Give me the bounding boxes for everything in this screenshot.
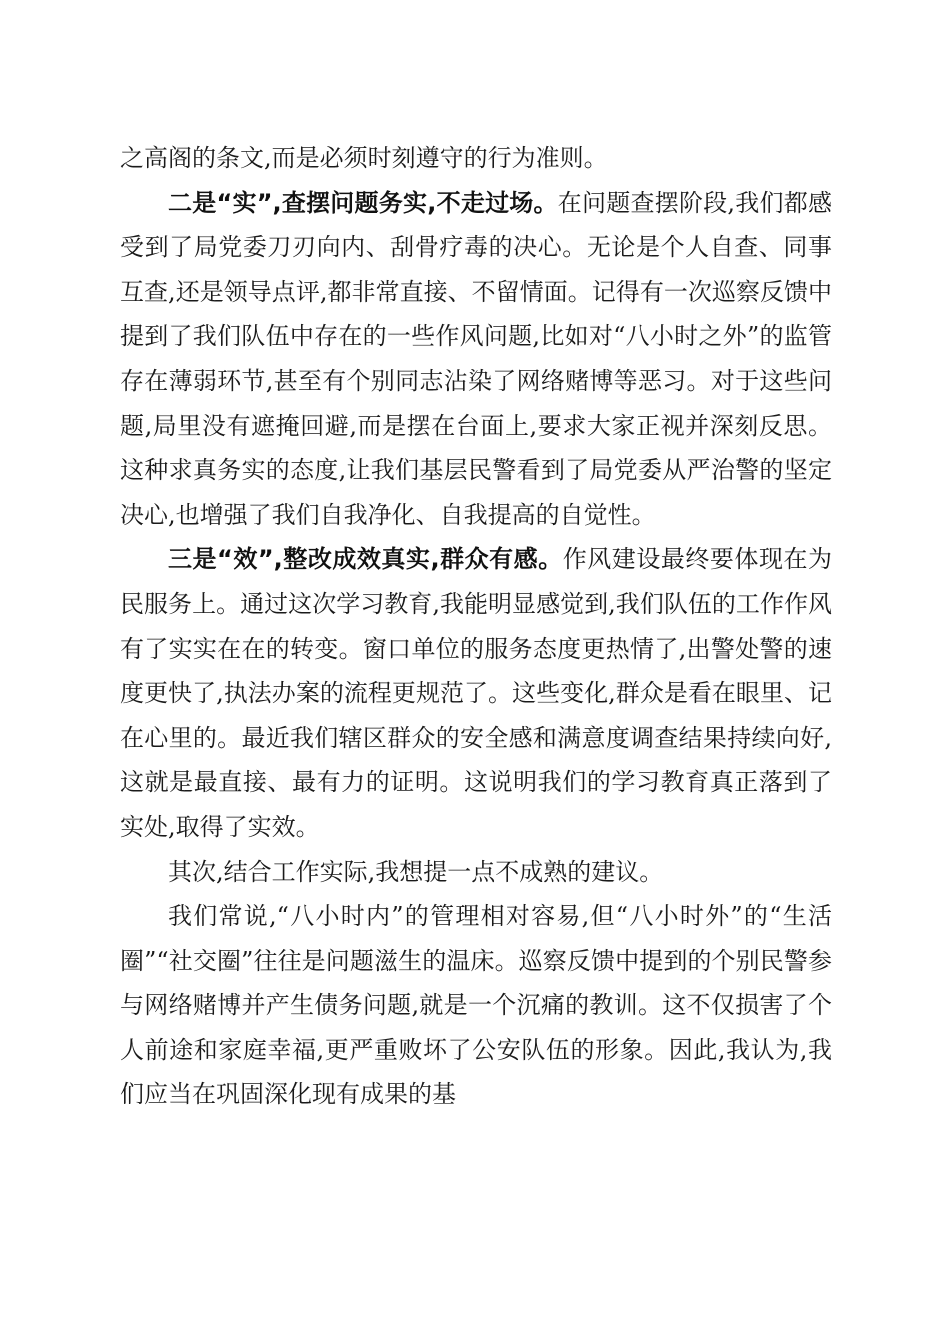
paragraph-text: 其次,结合工作实际,我想提一点不成熟的建议。 (168, 857, 664, 886)
paragraph-lead-heading: 二是“实”,查摆问题务实,不走过场。 (168, 188, 558, 217)
paragraph-shi (120, 181, 832, 538)
paragraph-xiao (120, 537, 832, 849)
paragraph-text: 作风建设最终要体现在为民服务上。通过这次学习教育,我能明显感觉到,我们队伍的工作作风有了实实在在的转变。窗口单位的服务态度更热情了,出警处警的速度更快了,执法办案的流程更规范了。这些变化,群众是看在眼里、记在心里的。最近我们辖区群众的安全感和满意度调查结果持续向好,这就是最直接、最有力的证明。这说明我们的学习教育真正落到了实处,取得了实效。 (120, 545, 832, 841)
paragraph-suggestion-body (120, 894, 832, 1117)
paragraph-text: 之高阁的条文,而是必须时刻遵守的行为准则。 (120, 144, 608, 172)
document-body (120, 136, 832, 1117)
paragraph-text: 我们常说,“八小时内”的管理相对容易,但“八小时外”的“生活圈”“社交圈”往往是问题滋生的温床。巡察反馈中提到的个别民警参与网络赌博并产生债务问题,就是一个沉痛的教训。这不仅损害了个人前途和家庭幸福,更严重败坏了公安队伍的形象。因此,我认为,我们应当在巩固深化现有成果的基 (120, 902, 832, 1109)
paragraph-text: 在问题查摆阶段,我们都感受到了局党委刀刃向内、刮骨疗毒的决心。无论是个人自查、同事互查,还是领导点评,都非常直接、不留情面。记得有一次巡察反馈中提到了我们队伍中存在的一些作风问题,比如对“八小时之外”的监管存在薄弱环节,甚至有个别同志沾染了网络赌博等恶习。对于这些问题,局里没有遮掩回避,而是摆在台面上,要求大家正视并深刻反思。这种求真务实的态度,让我们基层民警看到了局党委从严治警的坚定决心,也增强了我们自我净化、自我提高的自觉性。 (120, 188, 832, 529)
paragraph-continuation (120, 136, 832, 181)
paragraph-suggestion-intro (120, 850, 832, 895)
paragraph-lead-heading: 三是“效”,整改成效真实,群众有感。 (168, 545, 563, 574)
